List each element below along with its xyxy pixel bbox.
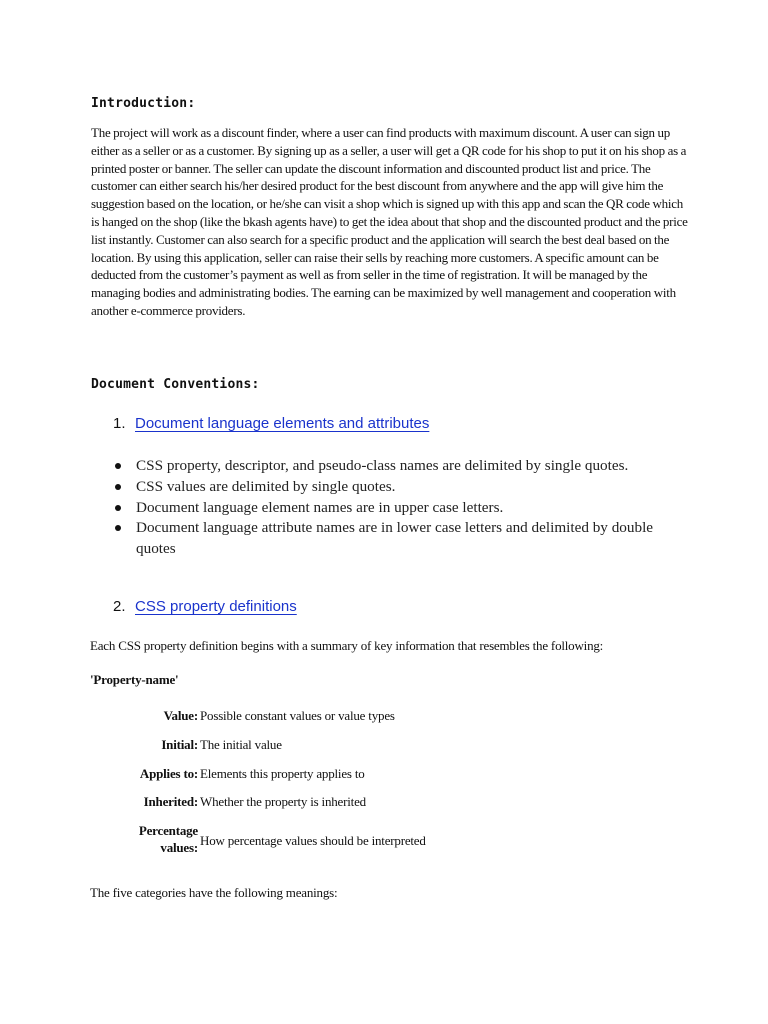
definition-value: How percentage values should be interpreted	[200, 833, 426, 848]
definition-value: Whether the property is inherited	[200, 794, 366, 809]
section-1-number: 1.	[113, 415, 126, 432]
definition-value: Possible constant values or value types	[200, 708, 395, 723]
definition-label: Initial:	[161, 737, 198, 752]
section-1-heading	[113, 415, 429, 432]
definition-value: The initial value	[200, 737, 282, 752]
property-summary-text: Each CSS property definition begins with a summary of key information that resembles the following:	[90, 638, 604, 653]
section-1-link[interactable]: Document language elements and attributes	[135, 415, 430, 432]
section-2-number: 2.	[113, 598, 126, 615]
definition-label: Applies to:	[139, 766, 198, 781]
definition-label: Percentage values:	[138, 823, 198, 855]
section-2-link[interactable]: CSS property definitions	[135, 598, 297, 615]
introduction-heading: Introduction:	[91, 96, 196, 111]
definition-value: Elements this property applies to	[200, 766, 365, 781]
definition-label: Inherited:	[143, 794, 198, 809]
bullet-item: CSS property, descriptor, and pseudo-class names are delimited by single quotes.	[112, 456, 672, 477]
bullet-item: CSS values are delimited by single quotes.	[112, 477, 672, 498]
document-conventions-heading: Document Conventions:	[91, 377, 260, 392]
introduction-paragraph: The project will work as a discount finder, where a user can find products with maximum discount. A user can sign up either as a seller or as a customer. By signing up as a seller, a user will get a QR code for his shop to put it on his shop as a printed poster or banner. The seller can update the discount information and discounted product list and price. The customer can either search his/her desired product for the best discount from anywhere and the app will give him the suggestion based on the location, or he/she can visit a shop which is signed up with this app and scan the QR code which is hanged on the shop (like the bkash agents have) to get the idea about that shop and the discounted product and the price list instantly. Customer can also search for a specific product and the application will search the best deal based on the location. By using this application, seller can raise their sells by reaching more customers. A specific amount can be deducted from the customer’s payment as well as from seller in the time of registration. It will be managed by the managing bodies and administrating bodies. The earning can be maximized by well management and cooperation with another e-commerce providers.	[91, 125, 688, 318]
bullet-item: Document language element names are in upper case letters.	[112, 498, 672, 519]
property-name-label: 'Property-name'	[90, 672, 179, 687]
section-2-heading	[113, 598, 297, 615]
bullet-item: Document language attribute names are in lower case letters and delimited by double quotes	[112, 518, 672, 560]
definition-label: Value:	[163, 708, 198, 723]
conventions-bullet-list	[112, 456, 672, 560]
categories-intro-text: The five categories have the following meanings:	[90, 885, 338, 900]
